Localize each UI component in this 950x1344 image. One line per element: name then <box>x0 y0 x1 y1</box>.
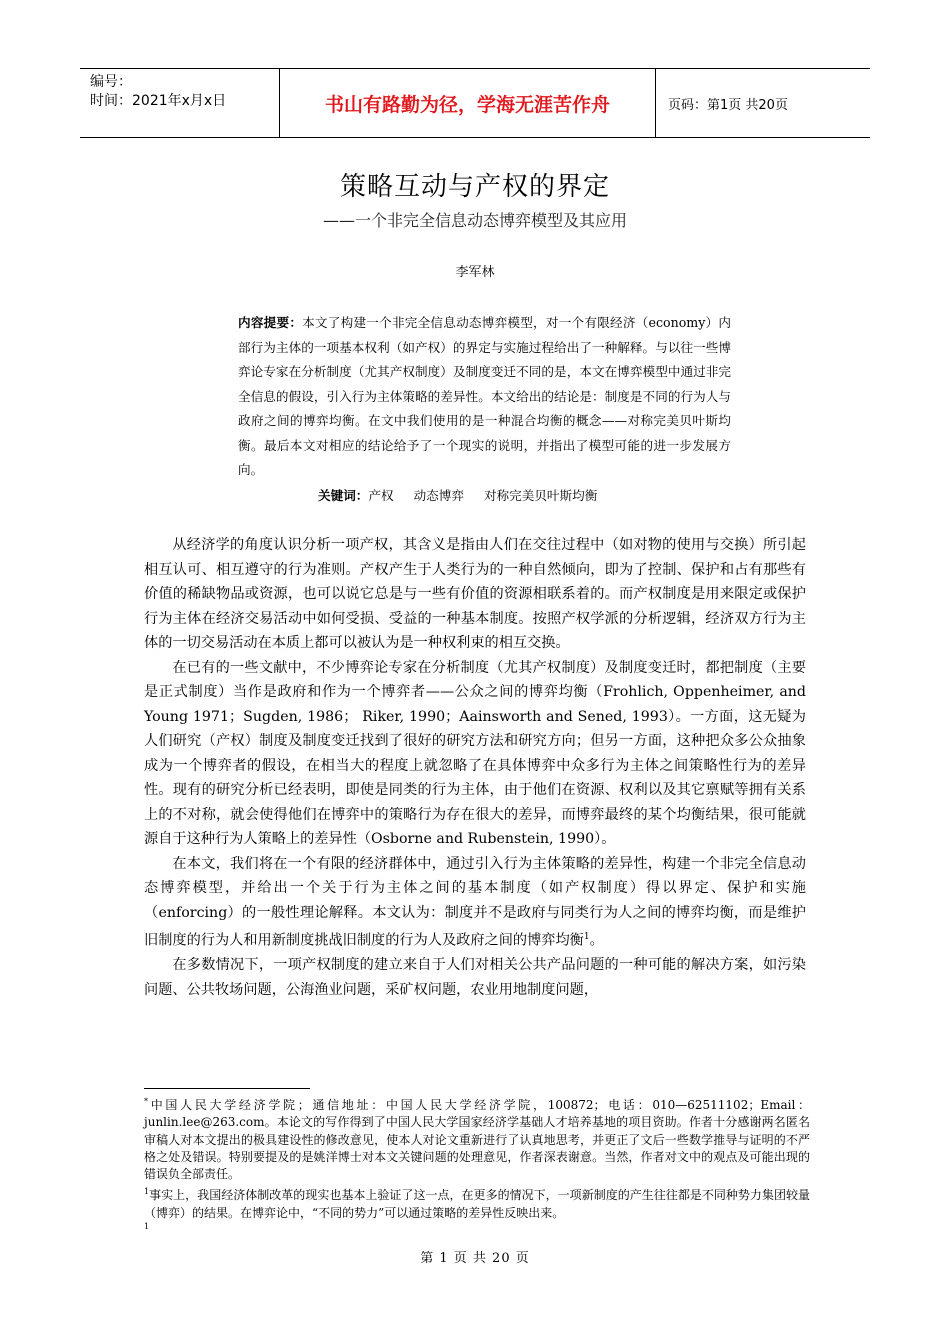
header-motto-cell <box>280 69 656 137</box>
keywords-label: 关键词： <box>318 488 369 503</box>
paragraph: 从经济学的角度认识分析一项产权，其含义是指由人们在交往过程中（如对物的使用与交换）所引起相互认可、相互遵守的行为准则。产权产生于人类行为的一种自然倾向，即为了控制、保护和占有那些有价值的稀缺物品或资源，也可以说它总是与一些有价值的资源相联系着的。而产权制度是用来限定或保护行为主体在经济交易活动中如何受损、受益的一种基本制度。按照产权学派的分析逻辑，经济双方行为主体的一切交易活动在本质上都可以被认为是一种权利束的相互交换。 <box>144 537 806 651</box>
paper-author: 李军林 <box>455 265 495 280</box>
keywords <box>318 485 617 504</box>
footnote-text: 中国人民大学经济学院；通信地址：中国人民大学经济学院，100872；电话：010—62511102；Email：junlin.lee@263.com。本论文的写作得到了中国人民大学国家经济学基础人才培养基地的项目资助。作者十分感谢两名匿名审稿人对本文提出的极具建设性的修改意见，使本人对论文重新进行了认真地思考，并更正了文后一些数学推导与证明的不严格之处及错误。特别要提及的是姚洋博士对本文关键问题的处理意见，作者深表谢意。当然，作者对文中的观点及可能出现的错误负全部责任。 <box>144 1098 810 1182</box>
footnote-text: 事实上，我国经济体制改革的现实也基本上验证了这一点，在更多的情况下，一项新制度的产生往往都是不同种势力集团较量（博弈）的结果。在博弈论中，“不同的势力”可以通过策略的差异性反映出来。 <box>144 1188 810 1220</box>
page-footer: 第 1 页 共 20 页 <box>420 1251 530 1266</box>
paragraph: 在多数情况下，一项产权制度的建立来自于人们对相关公共产品问题的一种可能的解决方案，如污染问题、公共牧场问题，公海渔业问题，采矿权问题，农业用地制度问题， <box>144 957 806 998</box>
body-text <box>144 533 806 1002</box>
footnote-author <box>144 1093 810 1183</box>
header-page-info: 页码：第1页 共20页 <box>668 97 788 113</box>
paper-title: 策略互动与产权的界定 <box>339 172 610 202</box>
abstract-label: 内容提要： <box>238 315 303 330</box>
keyword: 对称完美贝叶斯均衡 <box>483 488 598 503</box>
footnotes <box>144 1093 810 1232</box>
footnote-rule <box>144 1088 310 1089</box>
paper-subtitle: ——一个非完全信息动态博弈模型及其应用 <box>322 211 627 230</box>
paragraph: 在本文，我们将在一个有限的经济群体中，通过引入行为主体策略的差异性，构建一个非完全信息动态博弈模型，并给出一个关于行为主体之间的基本制度（如产权制度）得以界定、保护和实施（enforcing）的一般性理论解释。本文认为：制度并不是政府与同类行为人之间的博弈均衡，而是维护旧制度的行为人和用新制度挑战旧制度的行为人及政府之间的博弈均衡$^1$。 <box>144 855 806 949</box>
number-label: 编号： <box>90 74 132 90</box>
keyword: 产权 <box>368 488 394 503</box>
footnote-trailing-mark: 1 <box>144 1222 150 1232</box>
abstract <box>238 311 731 483</box>
keyword: 动态博弈 <box>413 488 464 503</box>
abstract-text: 本文了构建一个非完全信息动态博弈模型，对一个有限经济（economy）内部行为主体的一项基本权利（如产权）的界定与实施过程给出了一种解释。与以往一些博弈论专家在分析制度（尤其产权制度）及制度变迁不同的是，本文在博弈模型中通过非完全信息的假设，引入行为主体策略的差异性。本文给出的结论是：制度是不同的行为人与政府之间的博弈均衡。在文中我们使用的是一种混合均衡的概念——对称完美贝叶斯均衡。最后本文对相应的结论给予了一个现实的说明，并指出了模型可能的进一步发展方向。 <box>238 315 731 477</box>
header-meta <box>80 69 280 137</box>
footnote-mark: 1 <box>144 1187 150 1197</box>
header-motto: 书山有路勤为径，学海无涯苦作舟 <box>324 93 610 116</box>
header-table <box>80 68 870 138</box>
paragraph: 在已有的一些文献中，不少博弈论专家在分析制度（尤其产权制度）及制度变迁时，都把制度（主要是正式制度）当作是政府和作为一个博弈者——公众之间的博弈均衡（Frohlich, Oppenheimer, and Young 1971；Sugden, 1986； Riker, 1990；Aainsworth and Sened, 1993）。一方面，这无疑为人们研究（产权）制度及制度变迁找到了很好的研究方法和研究方向；但另一方面，这种把众多公众抽象成为一个博弈者的假设，在相当大的程度上就忽略了在具体博弈中众多行为主体之间策略性行为的差异性。现有的研究分析已经表明，即使是同类的行为主体，由于他们在资源、权利以及其它禀赋等拥有关系上的不对称，就会使得他们在博弈中的策略行为存在很大的差异，而博弈最终的某个均衡结果，很可能就源自于这种行为人策略上的差异性（Osborne and Rubenstein, 1990）。 <box>144 659 806 847</box>
footnote-mark: * <box>144 1097 148 1106</box>
paragraph-text: 在本文，我们将在一个有限的经济群体中，通过引入行为主体策略的差异性，构建一个非完全信息动态博弈模型，并给出一个关于行为主体之间的基本制度（如产权制度）得以界定、保护和实施（enforcing）的一般性理论解释。本文认为：制度并不是政府与同类行为人之间的博弈均衡，而是维护旧制度的行为人和用新制度挑战旧制度的行为人及政府之间的博弈均衡 <box>144 855 806 949</box>
time-label: 时间：2021年x月x日 <box>90 93 227 109</box>
footnote-1 <box>144 1183 810 1222</box>
footnote-ref: 1 <box>583 932 590 942</box>
